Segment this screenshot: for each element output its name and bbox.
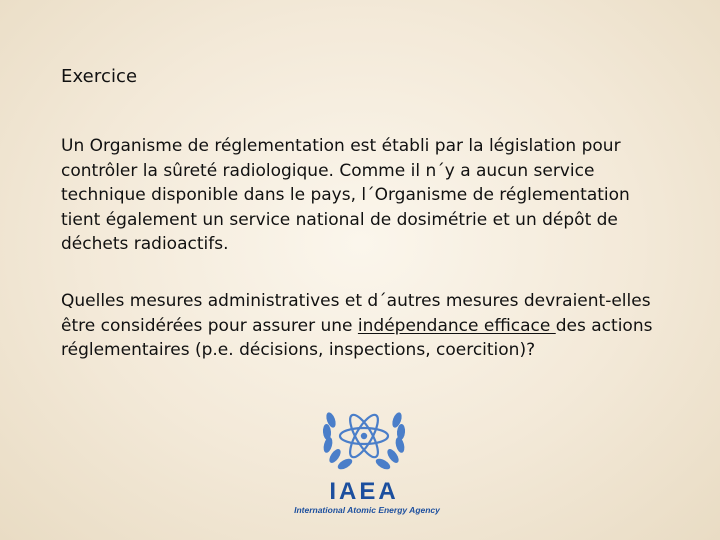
- iaea-logo: [287, 398, 447, 523]
- logo-organization-name: International Atomic Energy Agency: [294, 505, 440, 515]
- slide-title: Exercice: [61, 66, 138, 87]
- logo-acronym: IAEA: [329, 478, 399, 505]
- iaea-atom-laurel-icon: [317, 398, 411, 476]
- exercise-question: [61, 289, 671, 363]
- question-text-end: des actions réglementaires (p.e. décisions, inspections, coercition)?: [61, 315, 653, 360]
- exercise-description: Un Organisme de réglementation est établi par la législation pour contrôler la sûreté radiologique. Comme il n´y a aucun service technique disponible dans le pays, l´Organisme de réglementation tient également un service national de dosimétrie et un dépôt de déchets radioactifs.: [61, 136, 630, 254]
- question-text-start: Quelles mesures administratives et d´autres mesures devraient-elles être considérées pour assurer une: [61, 291, 651, 336]
- question-emphasis: indépendance efficace: [357, 315, 556, 336]
